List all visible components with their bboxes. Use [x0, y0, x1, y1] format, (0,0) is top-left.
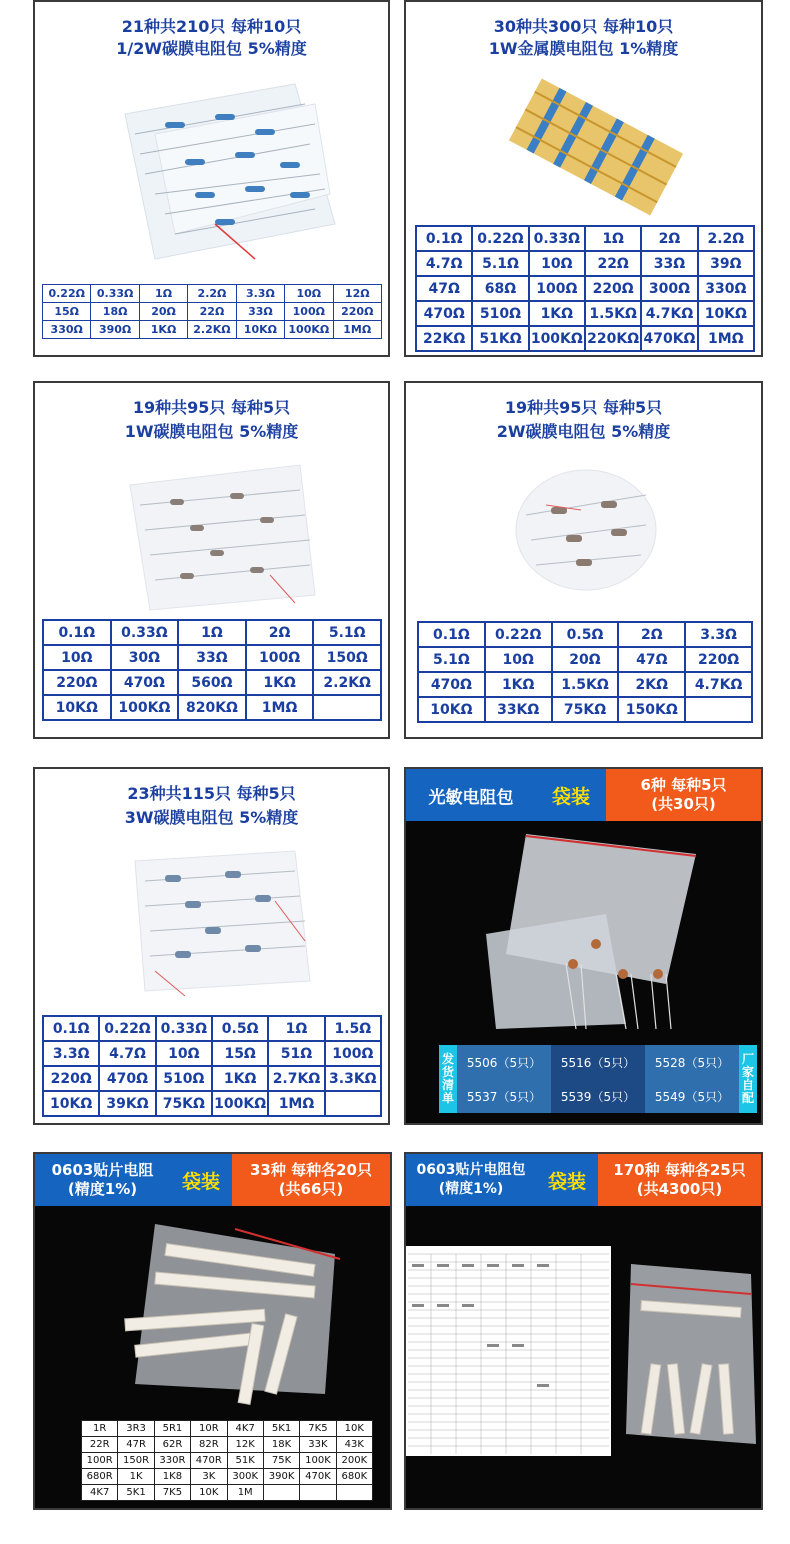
count-label — [598, 1154, 761, 1206]
table-row — [82, 1469, 373, 1485]
value-cell: 4.7Ω — [99, 1041, 155, 1066]
value-cell: 1Ω — [178, 620, 246, 645]
value-cell: 33K — [300, 1437, 336, 1453]
table-row — [416, 251, 754, 276]
value-cell: 1.5KΩ — [552, 672, 619, 697]
value-cell: 100K — [300, 1453, 336, 1469]
table-row — [82, 1421, 373, 1437]
product-name-line1: 0603贴片电阻包 — [416, 1162, 526, 1178]
value-cell: 150Ω — [313, 645, 381, 670]
value-cell: 62R — [154, 1437, 190, 1453]
value-cell: 47Ω — [416, 276, 472, 301]
shipping-list-tag: 发货清单 — [439, 1045, 457, 1113]
value-cell: 10KΩ — [418, 697, 485, 722]
value-cell: 1.5KΩ — [585, 301, 641, 326]
value-cell: 470K — [300, 1469, 336, 1485]
value-cell: 5K1 — [118, 1485, 154, 1501]
value-cell: 2.7KΩ — [268, 1066, 324, 1091]
product-banner — [406, 1154, 761, 1206]
value-cell: 220KΩ — [585, 326, 641, 351]
value-cell: 4.7KΩ — [641, 301, 697, 326]
value-cell: 33Ω — [641, 251, 697, 276]
value-cell: 510Ω — [156, 1066, 212, 1091]
product-name — [406, 1154, 536, 1206]
photoresistor-bag-photo — [466, 824, 706, 1034]
value-cell: 220Ω — [333, 303, 381, 321]
value-cell: 5.1Ω — [472, 251, 528, 276]
value-cell: 15Ω — [212, 1041, 268, 1066]
value-cell: 47Ω — [618, 647, 685, 672]
value-cell: 3.3Ω — [43, 1041, 99, 1066]
value-table — [417, 621, 753, 723]
value-cell: 470Ω — [416, 301, 472, 326]
value-cell: 470KΩ — [641, 326, 697, 351]
value-cell: 51K — [227, 1453, 263, 1469]
kit-card-2w-carbon — [404, 381, 763, 739]
value-cell: 10Ω — [43, 645, 111, 670]
value-cell: 10Ω — [285, 285, 333, 303]
product-name: 光敏电阻包 — [406, 769, 536, 821]
value-cell: 0.22Ω — [99, 1016, 155, 1041]
value-table — [42, 284, 382, 339]
value-cell: 470Ω — [111, 670, 179, 695]
table-row — [43, 1041, 381, 1066]
value-cell: 1KΩ — [212, 1066, 268, 1091]
kit-card-0603-smd — [33, 1152, 392, 1510]
value-cell: 22Ω — [585, 251, 641, 276]
value-cell: 0.1Ω — [418, 622, 485, 647]
count-label — [232, 1154, 390, 1206]
resistor-bag-photo — [125, 841, 315, 1001]
value-cell: 75K — [263, 1453, 299, 1469]
value-cell: 10Ω — [156, 1041, 212, 1066]
value-cell: 2Ω — [618, 622, 685, 647]
value-cell: 150R — [118, 1453, 154, 1469]
shipping-item: 5528（5只） — [645, 1045, 739, 1079]
kit-card-1w-metal-film — [404, 0, 763, 357]
value-cell: 68Ω — [472, 276, 528, 301]
product-name-line1: 0603贴片电阻 — [51, 1161, 154, 1179]
table-row — [43, 1016, 381, 1041]
value-cell — [300, 1485, 336, 1501]
value-cell: 1MΩ — [268, 1091, 324, 1116]
value-cell: 100Ω — [246, 645, 314, 670]
value-cell: 3.3KΩ — [325, 1066, 381, 1091]
value-cell: 0.22Ω — [485, 622, 552, 647]
value-cell: 220Ω — [43, 1066, 99, 1091]
value-cell: 3R3 — [118, 1421, 154, 1437]
value-cell: 0.33Ω — [529, 226, 585, 251]
kit-title-line2: 1W金属膜电阻包 1%精度 — [488, 39, 679, 58]
value-cell: 100Ω — [325, 1041, 381, 1066]
kit-title-line1: 30种共300只 每种10只 — [493, 17, 674, 36]
value-cell: 1KΩ — [246, 670, 314, 695]
value-cell: 220Ω — [685, 647, 752, 672]
table-row — [43, 303, 382, 321]
value-cell: 20Ω — [139, 303, 187, 321]
value-cell: 330Ω — [43, 321, 91, 339]
value-cell: 0.1Ω — [43, 620, 111, 645]
value-cell: 33KΩ — [485, 697, 552, 722]
value-cell: 2KΩ — [618, 672, 685, 697]
value-cell: 1M — [227, 1485, 263, 1501]
value-cell: 3.3Ω — [236, 285, 284, 303]
value-cell: 1MΩ — [246, 695, 314, 720]
value-cell: 2.2KΩ — [188, 321, 236, 339]
value-cell: 51Ω — [268, 1041, 324, 1066]
value-cell: 0.33Ω — [111, 620, 179, 645]
value-cell — [336, 1485, 372, 1501]
kit-title-line1: 21种共210只 每种10只 — [121, 17, 302, 36]
shipping-item: 5549（5只） — [645, 1079, 739, 1113]
value-cell: 10KΩ — [236, 321, 284, 339]
value-cell: 100Ω — [529, 276, 585, 301]
bag-label: 袋装 — [536, 1154, 598, 1206]
table-row — [416, 301, 754, 326]
value-cell: 4.7Ω — [416, 251, 472, 276]
value-cell: 330Ω — [698, 276, 754, 301]
value-sheet-image — [406, 1246, 611, 1456]
count-line1: 170种 每种各25只 — [613, 1161, 746, 1179]
value-cell: 43K — [336, 1437, 372, 1453]
kit-title-line1: 19种共95只 每种5只 — [504, 398, 663, 417]
value-cell: 100KΩ — [529, 326, 585, 351]
value-cell: 4K7 — [82, 1485, 118, 1501]
kit-title-line2: 1/2W碳膜电阻包 5%精度 — [116, 39, 307, 58]
value-cell: 10K — [191, 1485, 227, 1501]
table-row — [43, 1066, 381, 1091]
table-row — [418, 647, 752, 672]
kit-title-line1: 19种共95只 每种5只 — [132, 398, 291, 417]
table-row — [43, 321, 382, 339]
table-row — [418, 622, 752, 647]
resistor-bundle-photo — [506, 72, 686, 222]
value-cell: 82R — [191, 1437, 227, 1453]
value-cell: 75KΩ — [156, 1091, 212, 1116]
value-cell: 1MΩ — [698, 326, 754, 351]
value-cell: 680R — [82, 1469, 118, 1485]
value-cell: 39Ω — [698, 251, 754, 276]
resistor-bag-photo — [120, 455, 320, 615]
shipping-list — [439, 1045, 757, 1113]
resistor-bag-photo — [95, 74, 345, 274]
value-cell: 1K — [118, 1469, 154, 1485]
product-banner — [35, 1154, 390, 1206]
value-table — [415, 225, 755, 352]
value-cell: 30Ω — [111, 645, 179, 670]
value-cell: 1Ω — [268, 1016, 324, 1041]
table-row — [416, 326, 754, 351]
value-cell: 10R — [191, 1421, 227, 1437]
value-cell: 0.5Ω — [212, 1016, 268, 1041]
value-cell: 3.3Ω — [685, 622, 752, 647]
table-row — [82, 1453, 373, 1469]
value-cell: 1Ω — [585, 226, 641, 251]
table-row — [43, 695, 381, 720]
product-name — [35, 1154, 170, 1206]
value-cell: 1KΩ — [139, 321, 187, 339]
value-cell: 18K — [263, 1437, 299, 1453]
value-cell: 1KΩ — [529, 301, 585, 326]
value-cell: 100R — [82, 1453, 118, 1469]
value-cell — [325, 1091, 381, 1116]
value-cell: 220Ω — [43, 670, 111, 695]
count-line2: (共4300只) — [636, 1180, 723, 1198]
value-cell: 2.2KΩ — [313, 670, 381, 695]
value-cell: 0.33Ω — [156, 1016, 212, 1041]
value-cell: 10KΩ — [43, 1091, 99, 1116]
kit-title-line1: 23种共115只 每种5只 — [127, 784, 296, 803]
value-cell: 3K — [191, 1469, 227, 1485]
value-cell: 75KΩ — [552, 697, 619, 722]
value-cell: 470Ω — [418, 672, 485, 697]
value-cell: 100KΩ — [111, 695, 179, 720]
product-banner — [406, 769, 761, 821]
value-cell: 2.2Ω — [188, 285, 236, 303]
count-line2: (共66只) — [278, 1180, 344, 1198]
kit-card-0603-smd-pack — [404, 1152, 763, 1510]
value-cell: 47R — [118, 1437, 154, 1453]
value-cell: 330R — [154, 1453, 190, 1469]
value-cell: 300K — [227, 1469, 263, 1485]
value-cell: 18Ω — [91, 303, 139, 321]
table-row — [43, 670, 381, 695]
value-cell: 510Ω — [472, 301, 528, 326]
value-cell: 0.33Ω — [91, 285, 139, 303]
smd-tape-photo — [95, 1214, 355, 1414]
value-cell — [313, 695, 381, 720]
shipping-item: 5539（5只） — [551, 1079, 645, 1113]
smd-bag-photo — [621, 1254, 761, 1454]
resistor-bag-photo — [506, 455, 666, 605]
value-cell: 10K — [336, 1421, 372, 1437]
value-cell: 10Ω — [485, 647, 552, 672]
table-row — [43, 1091, 381, 1116]
value-cell: 2Ω — [641, 226, 697, 251]
table-row — [43, 285, 382, 303]
bag-label: 袋装 — [170, 1154, 232, 1206]
table-row — [82, 1437, 373, 1453]
count-line1: 6种 每种5只 — [640, 776, 727, 794]
value-cell: 390Ω — [91, 321, 139, 339]
table-row — [43, 620, 381, 645]
value-cell: 2.2Ω — [698, 226, 754, 251]
product-name-line2: (精度1%) — [438, 1181, 504, 1197]
value-cell: 100KΩ — [285, 321, 333, 339]
value-cell: 4K7 — [227, 1421, 263, 1437]
value-table — [42, 1015, 382, 1117]
shipping-item: 5516（5只） — [551, 1045, 645, 1079]
value-cell: 470R — [191, 1453, 227, 1469]
value-cell: 22R — [82, 1437, 118, 1453]
value-cell: 220Ω — [585, 276, 641, 301]
count-line2: (共30只) — [651, 795, 716, 813]
value-cell: 100KΩ — [212, 1091, 268, 1116]
value-cell: 560Ω — [178, 670, 246, 695]
value-table — [42, 619, 382, 721]
smd-value-table — [81, 1420, 373, 1501]
value-cell: 10Ω — [529, 251, 585, 276]
kit-card-3w-carbon — [33, 767, 390, 1125]
count-line1: 33种 每种各20只 — [250, 1161, 372, 1179]
value-cell: 0.5Ω — [552, 622, 619, 647]
value-cell: 390K — [263, 1469, 299, 1485]
value-cell: 12Ω — [333, 285, 381, 303]
kit-title-line2: 3W碳膜电阻包 5%精度 — [124, 808, 299, 827]
value-cell: 200K — [336, 1453, 372, 1469]
factory-tag: 厂家自配 — [739, 1045, 757, 1113]
table-row — [82, 1485, 373, 1501]
value-cell: 39KΩ — [99, 1091, 155, 1116]
value-cell: 1MΩ — [333, 321, 381, 339]
value-cell: 1R — [82, 1421, 118, 1437]
value-cell: 5K1 — [263, 1421, 299, 1437]
value-cell: 1K8 — [154, 1469, 190, 1485]
value-cell: 10KΩ — [43, 695, 111, 720]
kit-card-half-watt — [33, 0, 390, 357]
kit-card-1w-carbon — [33, 381, 390, 739]
value-cell: 1KΩ — [485, 672, 552, 697]
value-cell: 51KΩ — [472, 326, 528, 351]
value-cell: 20Ω — [552, 647, 619, 672]
kit-title-line2: 1W碳膜电阻包 5%精度 — [124, 422, 299, 441]
value-cell: 0.22Ω — [43, 285, 91, 303]
table-row — [416, 276, 754, 301]
kit-title-line2: 2W碳膜电阻包 5%精度 — [496, 422, 671, 441]
shipping-item: 5506（5只） — [457, 1045, 551, 1079]
value-cell: 0.1Ω — [416, 226, 472, 251]
value-cell: 680K — [336, 1469, 372, 1485]
value-cell: 15Ω — [43, 303, 91, 321]
value-cell: 0.1Ω — [43, 1016, 99, 1041]
value-sheet-grid — [406, 1246, 611, 1456]
table-row — [418, 697, 752, 722]
value-cell: 150KΩ — [618, 697, 685, 722]
value-cell: 12K — [227, 1437, 263, 1453]
bag-label: 袋装 — [536, 769, 606, 821]
value-cell — [263, 1485, 299, 1501]
value-cell: 33Ω — [236, 303, 284, 321]
value-cell: 4.7KΩ — [685, 672, 752, 697]
value-cell: 22Ω — [188, 303, 236, 321]
table-row — [43, 645, 381, 670]
value-cell: 5.1Ω — [313, 620, 381, 645]
value-cell: 470Ω — [99, 1066, 155, 1091]
value-cell: 10KΩ — [698, 301, 754, 326]
value-cell: 1.5Ω — [325, 1016, 381, 1041]
value-cell: 7K5 — [154, 1485, 190, 1501]
table-row — [416, 226, 754, 251]
value-cell: 22KΩ — [416, 326, 472, 351]
value-cell: 820KΩ — [178, 695, 246, 720]
value-cell: 300Ω — [641, 276, 697, 301]
product-name-line2: (精度1%) — [67, 1180, 138, 1198]
value-cell: 100Ω — [285, 303, 333, 321]
table-row — [418, 672, 752, 697]
value-cell: 5.1Ω — [418, 647, 485, 672]
count-label — [606, 769, 761, 821]
value-cell: 2Ω — [246, 620, 314, 645]
value-cell: 7K5 — [300, 1421, 336, 1437]
kit-card-photoresistor — [404, 767, 763, 1125]
value-cell — [685, 697, 752, 722]
value-cell: 1Ω — [139, 285, 187, 303]
value-cell: 0.22Ω — [472, 226, 528, 251]
value-cell: 5R1 — [154, 1421, 190, 1437]
shipping-items — [457, 1045, 739, 1113]
value-cell: 33Ω — [178, 645, 246, 670]
shipping-item: 5537（5只） — [457, 1079, 551, 1113]
